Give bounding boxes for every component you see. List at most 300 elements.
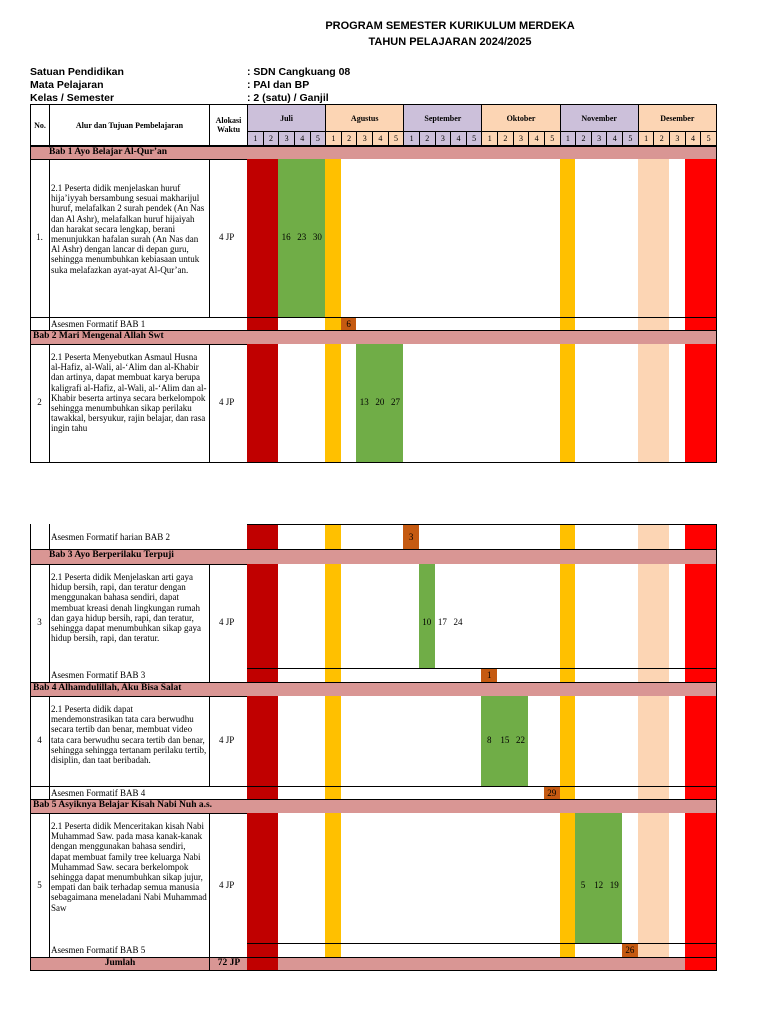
week-cell — [622, 524, 639, 550]
meta-value: : SDN Cangkuang 08 — [247, 66, 351, 78]
week-cell — [247, 159, 264, 318]
time-allocation: 4 JP — [219, 232, 235, 242]
month-header-juli: Juli — [247, 104, 326, 132]
week-cell — [356, 317, 373, 331]
week-number: 2 — [497, 131, 514, 146]
week-cell — [653, 957, 670, 971]
week-cell — [263, 159, 280, 318]
week-cell — [263, 943, 280, 958]
week-cell — [356, 813, 373, 959]
week-cell — [372, 696, 389, 787]
month-header-agustus: Agustus — [325, 104, 404, 132]
table-border — [30, 799, 248, 800]
assessment-label: Asesmen Formatif BAB 4 — [51, 788, 146, 798]
week-cell — [497, 943, 514, 958]
week-cell — [591, 344, 608, 463]
week-cell — [325, 813, 342, 959]
week-cell — [419, 344, 436, 463]
week-cell — [560, 943, 577, 958]
week-cell — [403, 159, 420, 318]
week-cell — [560, 564, 577, 683]
week-cell — [294, 943, 311, 958]
week-cell — [356, 159, 373, 318]
week-cell — [388, 159, 405, 318]
week-cell — [513, 524, 530, 550]
week-cell — [513, 564, 530, 683]
week-cell — [544, 159, 561, 318]
week-cell — [310, 344, 327, 463]
week-cell — [481, 813, 498, 959]
week-cell — [606, 668, 623, 683]
week-cell — [247, 943, 264, 958]
table-border — [209, 696, 210, 786]
week-number: 5 — [466, 131, 483, 146]
week-cell — [388, 957, 405, 971]
meeting-date: 12 — [594, 879, 604, 890]
week-cell — [403, 957, 420, 971]
table-border — [209, 344, 210, 462]
table-border — [30, 330, 248, 331]
week-cell — [310, 943, 327, 958]
week-cell — [435, 786, 452, 800]
week-cell — [560, 696, 577, 787]
week-number: 4 — [450, 131, 467, 146]
week-cell — [481, 786, 498, 800]
meta-label: Satuan Pendidikan — [30, 66, 124, 78]
week-cell — [700, 317, 717, 331]
week-cell — [513, 344, 530, 463]
week-cell — [263, 668, 280, 683]
week-cell — [450, 696, 467, 787]
week-cell — [294, 668, 311, 683]
week-cell — [403, 564, 420, 683]
week-cell — [435, 813, 452, 959]
week-cell — [622, 696, 639, 787]
week-cell — [263, 957, 280, 971]
week-cell — [685, 813, 702, 959]
week-cell — [325, 317, 342, 331]
week-cell — [310, 668, 327, 683]
week-cell — [560, 344, 577, 463]
week-cell — [341, 344, 358, 463]
week-cell — [513, 943, 530, 958]
week-cell — [481, 317, 498, 331]
week-cell — [247, 564, 264, 683]
week-cell — [419, 159, 436, 318]
week-cell — [419, 813, 436, 959]
week-cell — [310, 564, 327, 683]
week-cell — [544, 564, 561, 683]
week-cell — [263, 786, 280, 800]
week-cell — [528, 813, 545, 959]
week-number: 1 — [403, 131, 420, 146]
week-cell — [669, 524, 686, 550]
week-number: 2 — [653, 131, 670, 146]
week-cell — [356, 786, 373, 800]
meeting-date: 8 — [487, 735, 492, 745]
week-cell — [419, 696, 436, 787]
week-number: 1 — [638, 131, 655, 146]
week-cell — [528, 317, 545, 331]
week-cell — [450, 957, 467, 971]
week-cell — [497, 786, 514, 800]
week-cell — [294, 786, 311, 800]
table-border — [49, 524, 50, 549]
week-cell — [653, 159, 670, 318]
week-cell — [247, 344, 264, 463]
meta-value: : 2 (satu) / Ganjil — [247, 92, 329, 104]
week-cell — [294, 564, 311, 683]
week-cell — [466, 317, 483, 331]
week-cell — [356, 564, 373, 683]
week-number: 5 — [544, 131, 561, 146]
col-header-alloc: Alokasi Waktu — [209, 104, 248, 146]
week-number: 3 — [591, 131, 608, 146]
week-cell — [700, 564, 717, 683]
week-cell — [450, 786, 467, 800]
week-cell — [606, 786, 623, 800]
table-border — [30, 549, 248, 550]
week-cell — [653, 668, 670, 683]
table-border — [30, 524, 31, 549]
meeting-date: 27 — [390, 397, 400, 407]
chapter-title: Bab 4 Alhamdulillah, Aku Bisa Salat — [30, 682, 717, 697]
week-cell — [669, 813, 686, 959]
week-cell — [435, 668, 452, 683]
week-cell — [435, 696, 452, 787]
learning-goal: 2.1 Peserta didik Menceritakan kisah Nabi Muhammad Saw. pada masa kanak-kanak dengan menggunakan bahasa sendiri, dapat membuat family tree keluarga Nabi Muhammad Saw. secara berkelompok sehingga dapat menumbuhkan sikap jujur, empati dan baik terhadap semua manusia sebagaimana meneladani Nabi Muhammad Saw — [51, 821, 207, 913]
week-cell — [513, 317, 530, 331]
meeting-date: 10 — [422, 617, 432, 627]
table-border — [30, 786, 31, 799]
week-cell — [606, 957, 623, 971]
week-cell — [591, 159, 608, 318]
week-cell — [372, 668, 389, 683]
week-cell — [247, 786, 264, 800]
week-cell — [669, 564, 686, 683]
week-cell — [466, 564, 483, 683]
week-cell — [294, 344, 311, 463]
week-cell — [685, 696, 702, 787]
week-cell — [653, 317, 670, 331]
week-cell — [325, 943, 342, 958]
meeting-date: 5 — [580, 879, 586, 890]
table-border — [49, 696, 50, 786]
week-cell — [544, 344, 561, 463]
week-cell — [544, 696, 561, 787]
week-cell — [653, 524, 670, 550]
week-cell — [403, 813, 420, 959]
week-cell — [356, 696, 373, 787]
week-cell — [419, 524, 436, 550]
week-cell — [403, 668, 420, 683]
week-cell — [466, 943, 483, 958]
row-number: 2 — [37, 397, 42, 407]
week-cell — [466, 786, 483, 800]
week-cell — [466, 813, 483, 959]
table-border — [49, 317, 50, 330]
chapter-title: Bab 2 Mari Mengenal Allah Swt — [30, 330, 717, 345]
week-cell — [638, 813, 655, 959]
week-cell — [310, 524, 327, 550]
table-border — [49, 159, 50, 317]
week-cell — [669, 696, 686, 787]
week-cell — [685, 159, 702, 318]
week-cell — [466, 159, 483, 318]
meeting-date: 23 — [297, 232, 307, 242]
week-cell — [606, 943, 623, 958]
table-border — [49, 344, 50, 462]
week-cell — [606, 317, 623, 331]
week-cell — [528, 943, 545, 958]
week-cell — [700, 957, 717, 971]
week-cell — [435, 957, 452, 971]
week-cell — [513, 668, 530, 683]
week-cell — [310, 813, 327, 959]
chapter-title: Bab 5 Asyiknya Belajar Kisah Nabi Nuh a.s. — [30, 799, 717, 814]
week-cell — [575, 524, 592, 550]
week-cell — [450, 813, 467, 959]
week-cell — [247, 813, 264, 959]
week-cell — [372, 786, 389, 800]
week-cell — [497, 957, 514, 971]
week-cell — [278, 317, 295, 331]
week-cell — [685, 564, 702, 683]
week-cell — [450, 524, 467, 550]
table-border — [209, 813, 210, 958]
week-cell — [560, 524, 577, 550]
week-cell — [278, 668, 295, 683]
week-cell — [622, 668, 639, 683]
week-cell — [560, 668, 577, 683]
meeting-date: 20 — [375, 397, 385, 407]
week-cell — [513, 786, 530, 800]
week-cell — [575, 696, 592, 787]
week-number: 1 — [325, 131, 342, 146]
week-cell — [294, 957, 311, 971]
week-cell — [575, 786, 592, 800]
week-cell — [481, 524, 498, 550]
week-cell — [560, 957, 577, 971]
week-cell — [638, 943, 655, 958]
week-cell — [435, 344, 452, 463]
week-number: 5 — [700, 131, 717, 146]
week-cell — [278, 813, 295, 959]
week-cell — [685, 957, 702, 971]
week-cell — [685, 344, 702, 463]
week-cell — [528, 786, 545, 800]
assessment-date: 29 — [547, 787, 557, 798]
week-cell — [435, 159, 452, 318]
week-cell — [653, 564, 670, 683]
week-cell — [575, 564, 592, 683]
meeting-date: 16 — [281, 232, 291, 242]
week-cell — [325, 696, 342, 787]
week-cell — [278, 344, 295, 463]
week-cell — [669, 957, 686, 971]
learning-goal: 2.1 Peserta didik Menjelaskan arti gaya hidup bersih, rapi, dan teratur dengan menggunakan bahasa sendiri, dapat membuat kreasi denah lingkungan rumah dan gaya hidup bersih, rapi, dan teratur, sehingga dapat menumbuhkan sikap gaya hidup bersih, rapi, dan teratur. — [51, 572, 201, 644]
week-cell — [450, 668, 467, 683]
week-cell — [388, 696, 405, 787]
week-number: 1 — [560, 131, 577, 146]
assessment-date: 3 — [408, 531, 414, 542]
week-cell — [435, 317, 452, 331]
week-cell — [528, 696, 545, 787]
week-cell — [700, 668, 717, 683]
row-number: 4 — [37, 735, 42, 745]
week-cell — [653, 813, 670, 959]
week-cell — [528, 564, 545, 683]
week-cell — [497, 524, 514, 550]
total-value: 72 JP — [209, 957, 248, 971]
row-number: 5 — [37, 879, 42, 890]
week-cell — [591, 943, 608, 958]
week-number: 4 — [372, 131, 389, 146]
week-cell — [669, 943, 686, 958]
week-cell — [575, 344, 592, 463]
table-border — [209, 564, 210, 682]
week-cell — [700, 159, 717, 318]
week-cell — [622, 564, 639, 683]
week-number: 5 — [388, 131, 405, 146]
week-cell — [622, 317, 639, 331]
week-cell — [341, 957, 358, 971]
week-cell — [544, 943, 561, 958]
week-cell — [278, 786, 295, 800]
week-cell — [669, 344, 686, 463]
week-cell — [606, 696, 623, 787]
week-cell — [341, 524, 358, 550]
week-cell — [653, 786, 670, 800]
week-cell — [528, 957, 545, 971]
week-cell — [528, 524, 545, 550]
week-cell — [450, 317, 467, 331]
meta-label: Mata Pelajaran — [30, 79, 104, 91]
week-cell — [560, 159, 577, 318]
week-cell — [591, 786, 608, 800]
time-allocation: 4 JP — [219, 879, 235, 890]
week-cell — [700, 696, 717, 787]
week-cell — [497, 344, 514, 463]
week-cell — [325, 668, 342, 683]
week-cell — [622, 813, 639, 959]
week-number: 5 — [310, 131, 327, 146]
week-cell — [575, 957, 592, 971]
week-cell — [341, 813, 358, 959]
week-cell — [372, 564, 389, 683]
week-cell — [419, 957, 436, 971]
week-number: 4 — [294, 131, 311, 146]
week-cell — [325, 957, 342, 971]
week-cell — [560, 317, 577, 331]
week-cell — [638, 344, 655, 463]
week-cell — [278, 696, 295, 787]
week-cell — [653, 344, 670, 463]
week-cell — [278, 524, 295, 550]
week-cell — [513, 159, 530, 318]
week-cell — [481, 564, 498, 683]
week-cell — [263, 564, 280, 683]
week-cell — [419, 317, 436, 331]
meeting-date: 13 — [359, 397, 369, 407]
week-cell — [388, 564, 405, 683]
month-header-november: November — [560, 104, 639, 132]
week-cell — [341, 943, 358, 958]
page-subtitle: TAHUN PELAJARAN 2024/2025 — [368, 36, 532, 48]
learning-goal: 2.1 Peserta didik dapat mendemonstrasikan tata cara berwudhu secara tertib dan benar, membuat video tata cara berwudhu secara tertib dan benar, sehingga sehingga tertanam perilaku tertib, disiplin, dan taat beribadah. — [51, 704, 207, 766]
week-cell — [466, 696, 483, 787]
week-number: 4 — [528, 131, 545, 146]
week-cell — [403, 786, 420, 800]
week-cell — [497, 813, 514, 959]
week-cell — [263, 813, 280, 959]
meta-value: : PAI dan BP — [247, 79, 310, 91]
meeting-date: 19 — [609, 879, 619, 890]
week-number: 3 — [356, 131, 373, 146]
week-cell — [403, 344, 420, 463]
week-number: 2 — [419, 131, 436, 146]
week-cell — [638, 317, 655, 331]
week-cell — [263, 344, 280, 463]
week-cell — [622, 786, 639, 800]
week-cell — [403, 943, 420, 958]
week-cell — [310, 786, 327, 800]
meeting-date: 24 — [453, 617, 463, 627]
week-cell — [513, 957, 530, 971]
week-number: 5 — [622, 131, 639, 146]
table-border — [209, 159, 210, 317]
week-cell — [560, 786, 577, 800]
week-cell — [325, 564, 342, 683]
week-cell — [528, 344, 545, 463]
learning-goal: 2.1 Peserta Menyebutkan Asmaul Husna al-Hafiz, al-Wali, al-‘Alim dan al-Khabir dan artinya, dapat membuat karya berupa kaligrafi al-Hafiz, al-Wali, al-‘Alim dan al-Khabir beserta artinya secara berkelompok sehingga menumbuhkan sikap perilaku tawakkal, bersyukur, rajin belajar, dan rasa ingin tahu — [51, 352, 207, 434]
week-cell — [528, 668, 545, 683]
week-cell — [466, 344, 483, 463]
week-cell — [481, 344, 498, 463]
week-cell — [638, 159, 655, 318]
week-cell — [638, 786, 655, 800]
time-allocation: 4 JP — [219, 397, 235, 407]
week-cell — [700, 344, 717, 463]
week-cell — [388, 786, 405, 800]
week-cell — [419, 668, 436, 683]
week-number: 2 — [575, 131, 592, 146]
meeting-date: 22 — [516, 735, 526, 745]
month-header-september: September — [403, 104, 482, 132]
week-cell — [497, 317, 514, 331]
week-cell — [591, 696, 608, 787]
week-cell — [247, 524, 264, 550]
assessment-label: Asesmen Formatif BAB 1 — [51, 319, 146, 329]
assessment-label: Asesmen Formatif BAB 5 — [51, 945, 146, 955]
week-cell — [388, 524, 405, 550]
week-cell — [544, 317, 561, 331]
week-cell — [372, 159, 389, 318]
week-cell — [685, 943, 702, 958]
week-cell — [356, 943, 373, 958]
week-cell — [669, 159, 686, 318]
week-cell — [700, 813, 717, 959]
week-cell — [341, 668, 358, 683]
week-cell — [247, 668, 264, 683]
assessment-label: Asesmen Formatif BAB 3 — [51, 670, 146, 680]
month-header-oktober: Oktober — [481, 104, 560, 132]
week-number: 4 — [606, 131, 623, 146]
week-cell — [575, 317, 592, 331]
week-cell — [403, 696, 420, 787]
meeting-date: 30 — [312, 232, 322, 242]
week-cell — [310, 317, 327, 331]
